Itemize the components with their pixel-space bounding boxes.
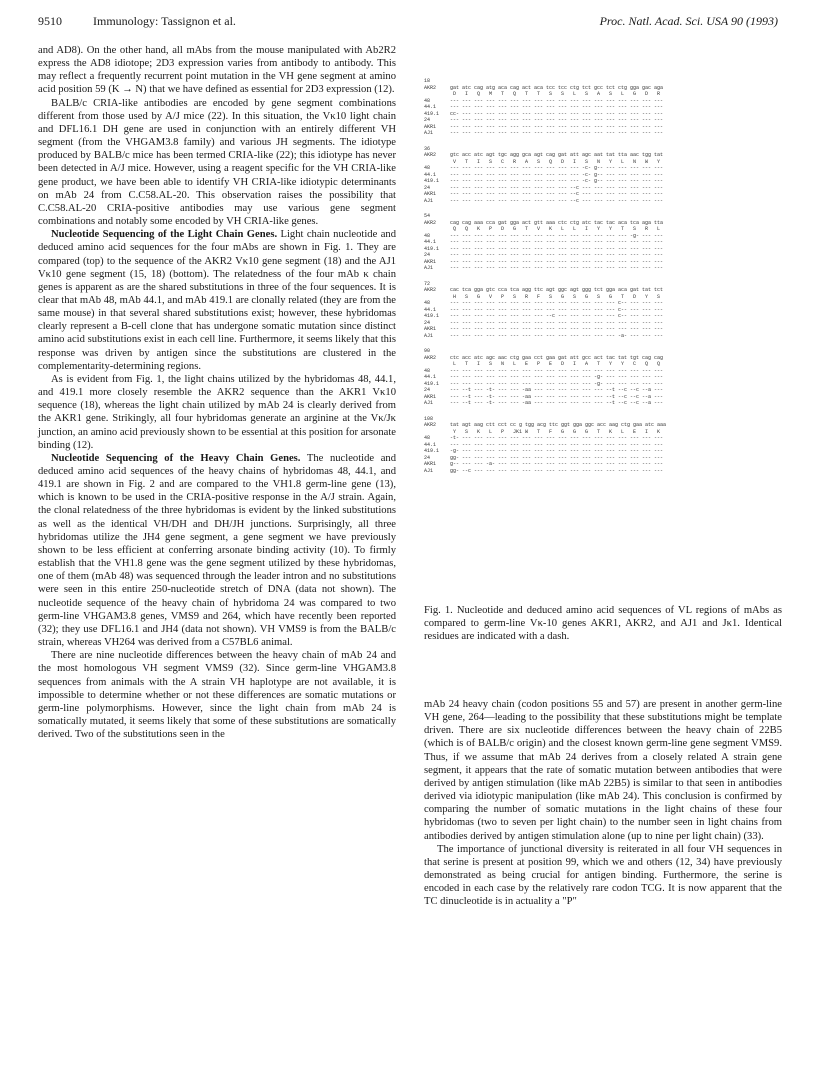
sequence-residues: --- --- --- --- --- --- --- --- --- --- --- --- --- --- --- --- --- --- [450, 104, 664, 110]
figure-1-caption: Fig. 1. Nucleotide and deduced amino acid sequences of VL regions of mAbs as compared to germ-line Vκ-10 genes AKR1, AKR2, and AJ1 and Jκ1. Identical residues are indicated with a dash. [424, 605, 782, 643]
sequence-residues: cag cag aaa cca gat gga act gtt aaa ctc ctg atc tac tac aca tca aga tta [450, 219, 664, 226]
sequence-residues: --- --- --- --- --- --- --- --- --- --- --c --- --- --- --- --- --- --- [450, 197, 664, 204]
sequence-residues: --- --t --- -t- --- --- -aa --- --- --- --- --- --- --t --c --c --a --- [450, 393, 664, 400]
sequence-label: 48 [424, 300, 431, 306]
sequence-residues: g-- --- --- -a- --- --- --- --- --- --- --- --- --- --- --- --- --- --- [450, 461, 664, 467]
sequence-label: 419.1 [424, 448, 440, 454]
alignment-block [424, 146, 782, 205]
sequence-residues: Q Q K P D G T V K L L I Y Y T S R L [450, 226, 661, 232]
paragraph [38, 97, 396, 229]
sequence-residues: --- --- --- --- --- --- --- --- --- --- --- --- --- --- --- --- --- --- [450, 97, 664, 104]
sequence-label: 24 [424, 252, 431, 258]
paragraph-text: There are nine nucleotide differences between the heavy chain of mAb 24 and the most homologous VH segment VMS9 (32). Since germ-line VHGAM3.8 sequences from animals with the A strain VH haplotype are not available, it is impossible to determine whether or not these differences are somatic mutations or germ-line polymorphisms. However, since the light chain from mAb 24 is somatically mutated, it seems likely that some of these substitutions are somatically derived. Two of the substitutions seen in the [38, 650, 396, 741]
sequence-label: 48 [424, 435, 431, 441]
sequence-residues: L T I S N L E P E D I A T Y Y C Q Q [450, 361, 661, 367]
sequence-label: AKR2 [424, 422, 437, 428]
alignment-block [424, 281, 782, 340]
sequence-label: AJ1 [424, 197, 434, 204]
sequence-residues: --- --- --- --- --- --- --- --- --- --- --- --- --- --- --- --- --- --- [450, 367, 664, 374]
codon-position-label: 72 [424, 280, 431, 287]
sequence-residues: -g- --- --- --- --- --- --- --- --- --- --- --- --- --- --- --- --- --- [450, 448, 664, 454]
sequence-label: AJ1 [424, 467, 434, 474]
paragraph [424, 698, 782, 843]
sequence-label: AKR2 [424, 219, 437, 226]
sequence-label: AKR2 [424, 84, 437, 91]
alignment-block [424, 213, 782, 272]
paragraph-text: BALB/c CRIA-like antibodies are encoded by gene segment combinations different from those used by A/J mice (22). In this situation, the Vκ10 light chain and DFL16.1 DH gene are used in conjunction with an entirely different VH segment (from the VHGAM3.8 family) and various JH segments. The idiotype produced by BALB/c mice has been termed CRIA-like (22); this idiotype has never been detected in A/J mice. However, using a reagent specific for the VH CRIA-like gene product, we have been able to identify VH CRIA-like idiotypic determinants on mAb 24 from C.C58.AL-20. This observation raises the possibility that C.C58.AL-20 CRIA-positive antibodies may use various gene segment combinations and notably some encoded by VH CRIA-like genes. [38, 97, 396, 228]
sequence-residues: --- --- --- --- --- --- --- --- --- --- --- --- --- --- c-- --- --- --- [450, 306, 664, 313]
sequence-residues: --- --- --- --- --- --- --- --- --- --- --- --- --- --- --- --- --- --- [450, 441, 664, 448]
sequence-residues: ctc acc atc agc aac ctg gaa cct gaa gat att gcc act tac tat tgt cag cag [450, 354, 664, 361]
sequence-label: 48 [424, 367, 431, 374]
page-number: 9510 [38, 14, 62, 28]
sequence-residues: --- --- --- --- --- --- --- --- --- --- --- --- --- --- --- --- --- --- [450, 117, 664, 123]
paragraph [38, 228, 396, 373]
sequence-row [424, 468, 782, 475]
paragraph-text: Light chain nucleotide and deduced amino acid sequences for the four mAbs are shown in Fig. 1. They are compared (top) to the sequence of the AKR2 Vκ10 gene segment (18) and the AJ1 Vκ10 gene segment (15, 18) (bottom). The relatedness of the four mAb κ chain genes is apparent as are the shared substitutions in three of the four sequences. It is clear that mAb 48, mAb 44.1, and mAb 419.1 are clonally related (they are from the same mouse) in that several shared substitutions exist; however, these hybridomas clearly represent a B-cell clone that has undergone somatic mutation since distinct amino acid substitutions exist in each cell line. Furthermore, it seems likely that this response was driven by antigen since the substitutions are clustered in the complementarity-determining regions. [38, 229, 396, 372]
sequence-residues: --- --- --- --- --- --- --- --- --- --- --- --- --- --- --- --- --- --- [450, 252, 664, 258]
alignment-block [424, 78, 782, 137]
sequence-row [424, 130, 782, 137]
sequence-residues: --- --- --- --- --- --- --- --- --- --- --- -c- g-- --- --- --- --- --- [450, 178, 664, 184]
sequence-residues: --- --- --- --- --- --- --- --- --c --- --- --- --- --- c-- --- --- --- [450, 313, 664, 319]
sequence-residues: gtc acc atc agt tgc agg gca agt cag gat att agc aat tat tta aac tgg tat [450, 152, 664, 158]
sequence-label: 44.1 [424, 171, 437, 178]
running-authors: Immunology: Tassignon et al. [93, 14, 236, 28]
sequence-row [424, 265, 782, 272]
codon-position-label: 54 [424, 213, 431, 219]
figure-1-sequence-alignment [424, 78, 782, 598]
sequence-label: 419.1 [424, 178, 440, 184]
right-column [424, 698, 782, 909]
sequence-label: 24 [424, 184, 431, 191]
sequence-row [424, 400, 782, 407]
codon-position-label: 90 [424, 348, 431, 354]
page-header [38, 10, 778, 30]
sequence-label: AKR1 [424, 191, 437, 197]
sequence-residues: tat agt aag ctt cct cc g tgg acg ttc ggt gga ggc acc aag ctg gaa atc aaa [450, 422, 667, 428]
sequence-label: AKR1 [424, 258, 437, 265]
paragraph-text: The importance of junctional diversity is reiterated in all four VH sequences in that serine is present at position 99, which we and others (12, 34) have previously demonstrated as being crucial for antigen binding. Furthermore, the serine is encoded in each case by the relatively rare codon TCG. It is now apparent that the TC dinucleotide is in actuality a "P" [424, 843, 782, 908]
paragraph [38, 452, 396, 649]
paragraph [38, 649, 396, 741]
section-heading: Nucleotide Sequencing of the Light Chain Genes. [51, 229, 278, 241]
sequence-label: AKR2 [424, 287, 437, 293]
sequence-label: 419.1 [424, 380, 440, 387]
paragraph [38, 373, 396, 452]
sequence-residues: --- --- --- --- --- --- --- --- --- --- --- --- --- --- --- --- --- --- [450, 326, 664, 332]
sequence-row [424, 198, 782, 205]
sequence-label: 24 [424, 454, 431, 461]
codon-position-label: 18 [424, 78, 431, 84]
sequence-residues: -t- --- --- --- --- --- --- --- --- --- --- --- --- --- --- --- --- --- [450, 435, 664, 441]
sequence-label: AKR1 [424, 393, 437, 400]
sequence-label: 48 [424, 165, 431, 171]
sequence-row [424, 333, 782, 340]
sequence-label: 44.1 [424, 239, 437, 245]
sequence-residues: gat atc cag atg aca cag act aca tcc tcc ctg tct gcc tct ctg gga gac aga [450, 84, 664, 91]
left-column [38, 44, 396, 741]
sequence-residues: --- --- --- --- --- --- --- --- --- --- --- --- --- --- -a- --- --- --- [450, 332, 664, 339]
sequence-residues: --- --- --- --- --- --- --- --- --- --- --- --- --- --- --- --- --- --- [450, 239, 664, 245]
sequence-label: 419.1 [424, 110, 440, 117]
sequence-label: 24 [424, 387, 431, 393]
alignment-block [424, 348, 782, 407]
sequence-residues: gg- --- --- --- --- --- --- --- --- --- --- --- --- --- --- --- --- --- [450, 454, 664, 461]
paragraph-text: and AD8). On the other hand, all mAbs from the mouse manipulated with Ab2R2 express the AD8 idiotope; 2D3 expression varies from antibody to antibody. This may reflect a frequently recurrent point mutation in the VH gene segment at amino acid position 59 (K → N) that we have defined as essential for 2D3 expression (12). [38, 45, 396, 96]
sequence-label: 44.1 [424, 306, 437, 313]
sequence-residues: --- --- --- --- --- --- --- --- --- --- --c --- --- --- --- --- --- --- [450, 191, 664, 197]
sequence-residues: --- --- --- --- --- --- --- --- --- --- --- --- --- --- --- --- --- --- [450, 245, 664, 252]
sequence-label: AJ1 [424, 265, 434, 271]
sequence-label: 24 [424, 117, 431, 123]
sequence-label: AKR1 [424, 123, 437, 130]
sequence-label: 48 [424, 232, 431, 239]
sequence-label: 44.1 [424, 374, 437, 380]
sequence-residues: H S G V P S R F S G S G S G T D Y S [450, 293, 661, 300]
codon-position-label: 108 [424, 415, 434, 422]
sequence-residues: --- --- --- --- --- --- --- --- --- --- --- --- -g- --- --- --- --- --- [450, 374, 664, 380]
sequence-residues: --- --- --- --- --- --- --- --- --- --- --- --- -g- --- --- --- --- --- [450, 380, 664, 387]
sequence-label: 44.1 [424, 104, 437, 110]
sequence-residues: Y S K L P JK1 W T F G G G T K L E I K [450, 428, 661, 435]
sequence-label: 419.1 [424, 245, 440, 252]
paragraph-text: mAb 24 heavy chain (codon positions 55 and 57) are present in another germ-line VH gene, 264—leading to the possibility that these substitutions might be template driven. There are six nucleotide differences between the heavy chain of 22B5 (which is of BALB/c origin) and the closest known germ-line gene segment VMS9. Thus, if we assume that mAb 24 derives from a closely related A strain gene segment, it appears that the rate of somatic mutation between antibodies that were derived by antigen stimulation (like mAb 22B5) is similar to that seen in antibodies derived via idiotypic manipulation (like mAb 24). This conclusion is confirmed by comparing the number of somatic mutations in the light chains of these four hybridomas (two to seven per light chain) to the number seen in light chains from antibodies derived by antigen stimulation alone (up to nine per light chain) (33). [424, 699, 782, 842]
sequence-label: 24 [424, 319, 431, 326]
sequence-residues: --- --- --- --- --- --- --- --- --- --- --- --- --- --- --- --- --- --- [450, 130, 664, 136]
sequence-residues: --- --- --- --- --- --- --- --- --- --- --- --- --- --- --- --- --- --- [450, 123, 664, 130]
sequence-residues: --- --- --- --- --- --- --- --- --- --- --- --- --- --- --- --- --- --- [450, 319, 664, 326]
section-heading: Nucleotide Sequencing of the Heavy Chain Genes. [51, 452, 301, 464]
sequence-residues: --- --t --- -t- --- --- -aa --- --- --- --- --- --- --t --c --c --a --- [450, 387, 664, 393]
sequence-label: AJ1 [424, 130, 434, 136]
sequence-residues: --- --- --- --- --- --- --- --- --- --- --c --- --- --- --- --- --- --- [450, 184, 664, 191]
sequence-label: 44.1 [424, 441, 437, 448]
sequence-residues: --- --- --- --- --- --- --- --- --- --- --- --- --- --- c-- --- --- --- [450, 300, 664, 306]
sequence-residues: cac tca gga gtc cca tca agg ttc agt ggc agt ggg tct gga aca gat tat tct [450, 287, 664, 293]
sequence-residues: --- --- --- --- --- --- --- --- --- --- --- -c- g-- --- --- --- --- --- [450, 171, 664, 178]
paragraph [424, 843, 782, 909]
sequence-label: AKR2 [424, 354, 437, 361]
sequence-residues: cc- --- --- --- --- --- --- --- --- --- --- --- --- --- --- --- --- --- [450, 110, 664, 117]
sequence-label: 48 [424, 97, 431, 104]
paragraph [38, 44, 396, 97]
sequence-label: AJ1 [424, 400, 434, 406]
sequence-residues: V T I S C R A S Q D I S N Y L N W Y [450, 158, 661, 165]
sequence-label: AKR1 [424, 461, 437, 467]
sequence-residues: D I Q M T Q T T S S L S A S L G D R [450, 91, 661, 97]
sequence-residues: --- --- --- --- --- --- --- --- --- --- --- --- --- --- --- -g- --- --- [450, 232, 664, 239]
sequence-residues: --- --t --- -t- --- --- -aa --- --- --- --- --- --- --t --c --c --a --- [450, 400, 664, 406]
sequence-residues: gg- --c --- --- --- --- --- --- --- --- --- --- --- --- --- --- --- --- [450, 467, 664, 474]
codon-position-label: 36 [424, 145, 431, 152]
sequence-label: AKR1 [424, 326, 437, 332]
journal-citation: Proc. Natl. Acad. Sci. USA 90 (1993) [599, 14, 778, 28]
sequence-label: AJ1 [424, 332, 434, 339]
sequence-label: AKR2 [424, 152, 437, 158]
paragraph-text: The nucleotide and deduced amino acid sequences of the heavy chains of hybridomas 48, 44.1, and 419.1 are shown in Fig. 2 and are compared to the VH1.8 germ-line gene (13), which is known to be used in the CRIA-positive response in the A/J strain. Again, the clonal relatedness of the three hybridomas is evident by the linked substitutions as well as the identical VH/DH and DH/JH junctions. Surprisingly, all three hybridomas utilize the JH4 gene segment, a gene segment we have previously shown to be less efficient at conferring arsonate binding activity (10). To firmly establish that the VH1.8 gene was the gene segment utilized by these hybridomas, one of them (mAb 48) was sequenced through the leader intron and no substitutions were seen in this entire 250-nucleotide stretch of DNA (data not shown). The nucleotide sequence of the heavy chain of hybridoma 24 was compared to two germ-line VHGAM3.8 genes, VMS9 and 264, which have recently been reported (32); they use DFL16.1 and JH4 (data not shown). VH VMS9 is from the BALB/c strain, whereas VH264 was derived from a C57BL6 animal. [38, 452, 396, 649]
alignment-block [424, 416, 782, 475]
sequence-residues: --- --- --- --- --- --- --- --- --- --- --- --- --- --- --- --- --- --- [450, 258, 664, 265]
paragraph-text: As is evident from Fig. 1, the light chains utilized by the hybridomas 48, 44.1, and 419.1 more closely resemble the AKR2 sequence than the AKR1 Vκ10 sequence (18), whereas the light chain utilized by mAb 24 is clearly derived from the AKR1 gene. Strikingly, all four hybridomas generate an arginine at the Vκ/Jκ junction, an amino acid previously shown to be essential at this position for arsonate binding (12). [38, 373, 396, 451]
sequence-label: 419.1 [424, 313, 440, 319]
sequence-residues: --- --- --- --- --- --- --- --- --- --- --- -c- g-- --- --- --- --- --- [450, 165, 664, 171]
sequence-residues: --- --- --- --- --- --- --- --- --- --- --- --- --- --- --- --- --- --- [450, 265, 664, 271]
